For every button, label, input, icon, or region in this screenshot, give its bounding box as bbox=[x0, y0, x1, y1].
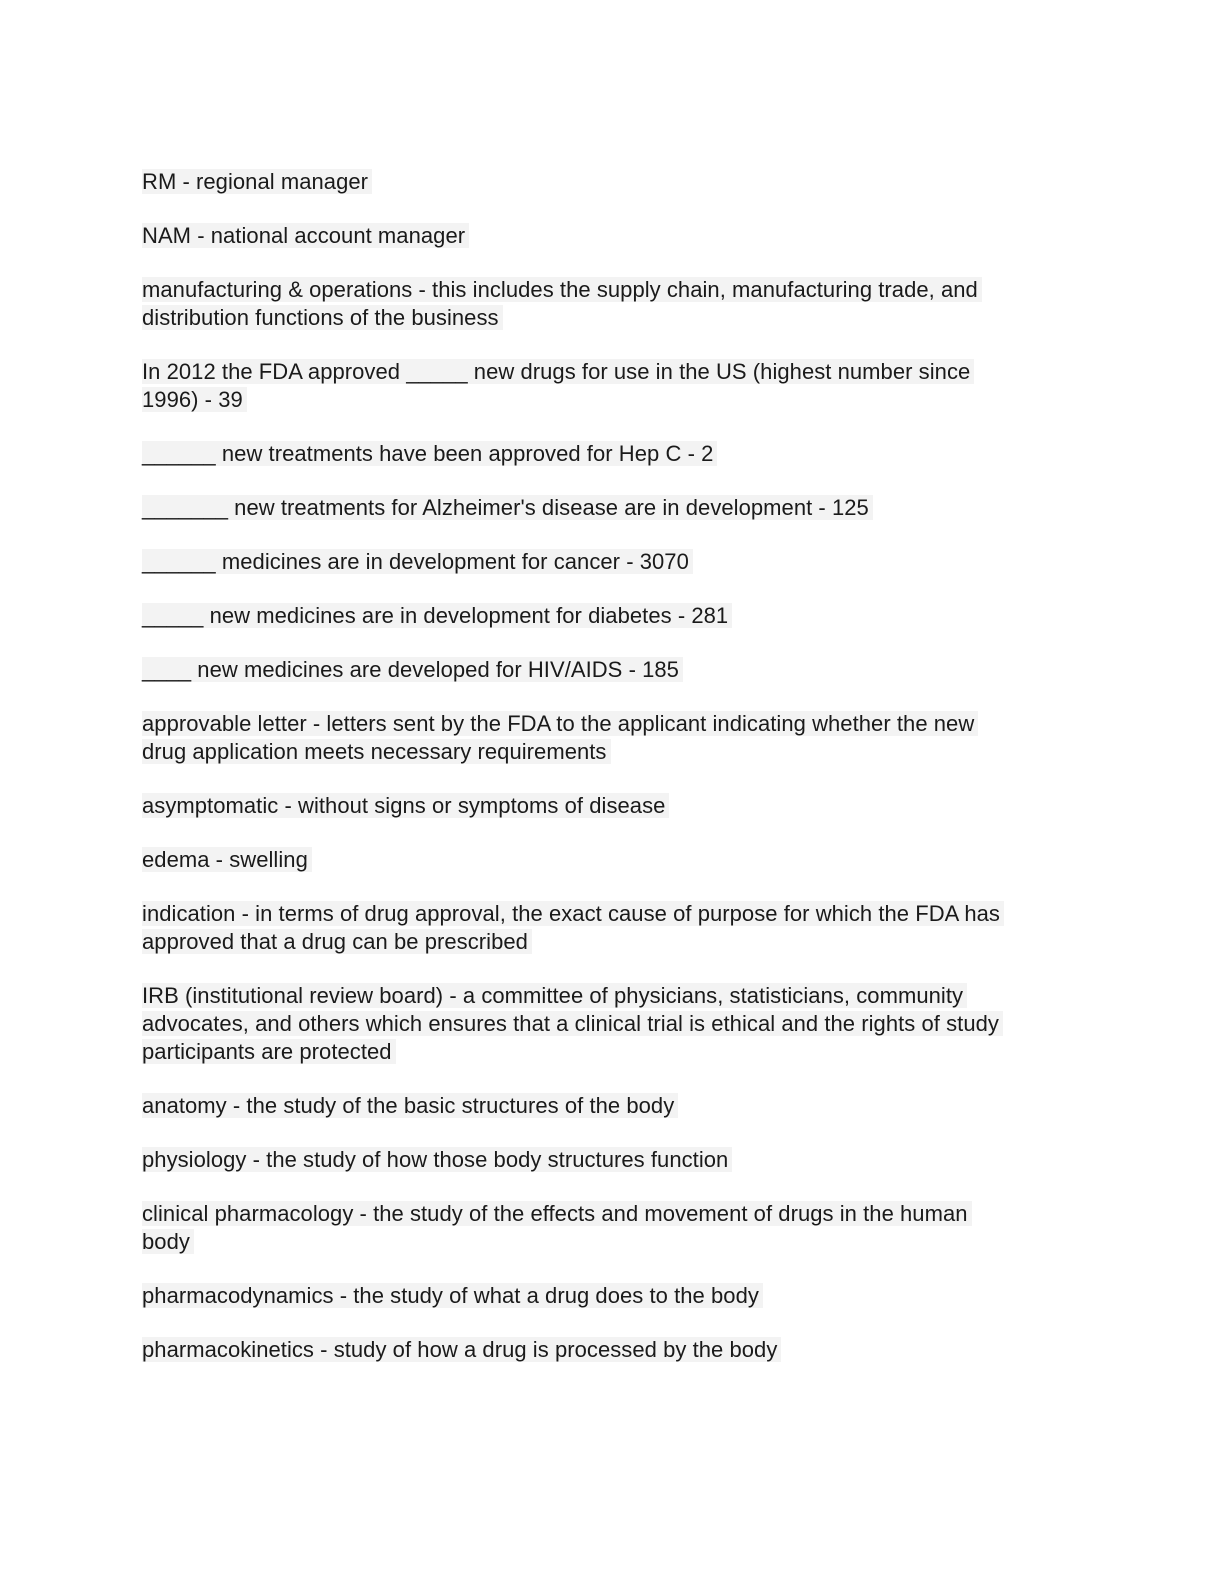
entry-clinical-pharmacology bbox=[142, 1200, 1082, 1256]
entry-text: body bbox=[142, 1229, 194, 1254]
entry-text: _____ new medicines are in development for diabetes - 281 bbox=[142, 603, 732, 628]
entry-text: manufacturing & operations - this includes the supply chain, manufacturing trade, and bbox=[142, 277, 982, 302]
entry-text: anatomy - the study of the basic structures of the body bbox=[142, 1093, 678, 1118]
entry-diabetes bbox=[142, 602, 1082, 630]
entry-text: ____ new medicines are developed for HIV/AIDS - 185 bbox=[142, 657, 683, 682]
entry-text: _______ new treatments for Alzheimer's disease are in development - 125 bbox=[142, 495, 873, 520]
entry-text: approved that a drug can be prescribed bbox=[142, 929, 532, 954]
entry-text: indication - in terms of drug approval, the exact cause of purpose for which the FDA has bbox=[142, 901, 1004, 926]
entry-fda-2012 bbox=[142, 358, 1082, 414]
entry-text: ______ medicines are in development for cancer - 3070 bbox=[142, 549, 693, 574]
entry-indication bbox=[142, 900, 1082, 956]
entry-text: physiology - the study of how those body structures function bbox=[142, 1147, 732, 1172]
entry-rm bbox=[142, 168, 1082, 196]
entry-text: 1996) - 39 bbox=[142, 387, 247, 412]
entry-text: asymptomatic - without signs or symptoms of disease bbox=[142, 793, 669, 818]
entry-text: approvable letter - letters sent by the FDA to the applicant indicating whether the new bbox=[142, 711, 978, 736]
entry-edema bbox=[142, 846, 1082, 874]
entry-pharmacodynamics bbox=[142, 1282, 1082, 1310]
entry-text: NAM - national account manager bbox=[142, 223, 469, 248]
entry-text: advocates, and others which ensures that a clinical trial is ethical and the rights of study bbox=[142, 1011, 1003, 1036]
document-page bbox=[142, 168, 1082, 1390]
entry-text: pharmacokinetics - study of how a drug is processed by the body bbox=[142, 1337, 781, 1362]
entry-text: clinical pharmacology - the study of the effects and movement of drugs in the human bbox=[142, 1201, 972, 1226]
entry-asymptomatic bbox=[142, 792, 1082, 820]
entry-irb bbox=[142, 982, 1082, 1066]
entry-anatomy bbox=[142, 1092, 1082, 1120]
entry-text: RM - regional manager bbox=[142, 169, 372, 194]
entry-cancer bbox=[142, 548, 1082, 576]
entry-approvable-letter bbox=[142, 710, 1082, 766]
entry-nam bbox=[142, 222, 1082, 250]
entry-manufacturing-operations bbox=[142, 276, 1082, 332]
entry-text: In 2012 the FDA approved _____ new drugs for use in the US (highest number since bbox=[142, 359, 974, 384]
entry-text: IRB (institutional review board) - a committee of physicians, statisticians, community bbox=[142, 983, 967, 1008]
entry-hiv-aids bbox=[142, 656, 1082, 684]
entry-physiology bbox=[142, 1146, 1082, 1174]
entry-text: distribution functions of the business bbox=[142, 305, 503, 330]
entry-alzheimers bbox=[142, 494, 1082, 522]
entry-text: ______ new treatments have been approved for Hep C - 2 bbox=[142, 441, 717, 466]
entry-pharmacokinetics bbox=[142, 1336, 1082, 1364]
entry-text: drug application meets necessary requirements bbox=[142, 739, 611, 764]
entry-text: edema - swelling bbox=[142, 847, 312, 872]
entry-hep-c bbox=[142, 440, 1082, 468]
entry-text: pharmacodynamics - the study of what a drug does to the body bbox=[142, 1283, 763, 1308]
entry-text: participants are protected bbox=[142, 1039, 396, 1064]
